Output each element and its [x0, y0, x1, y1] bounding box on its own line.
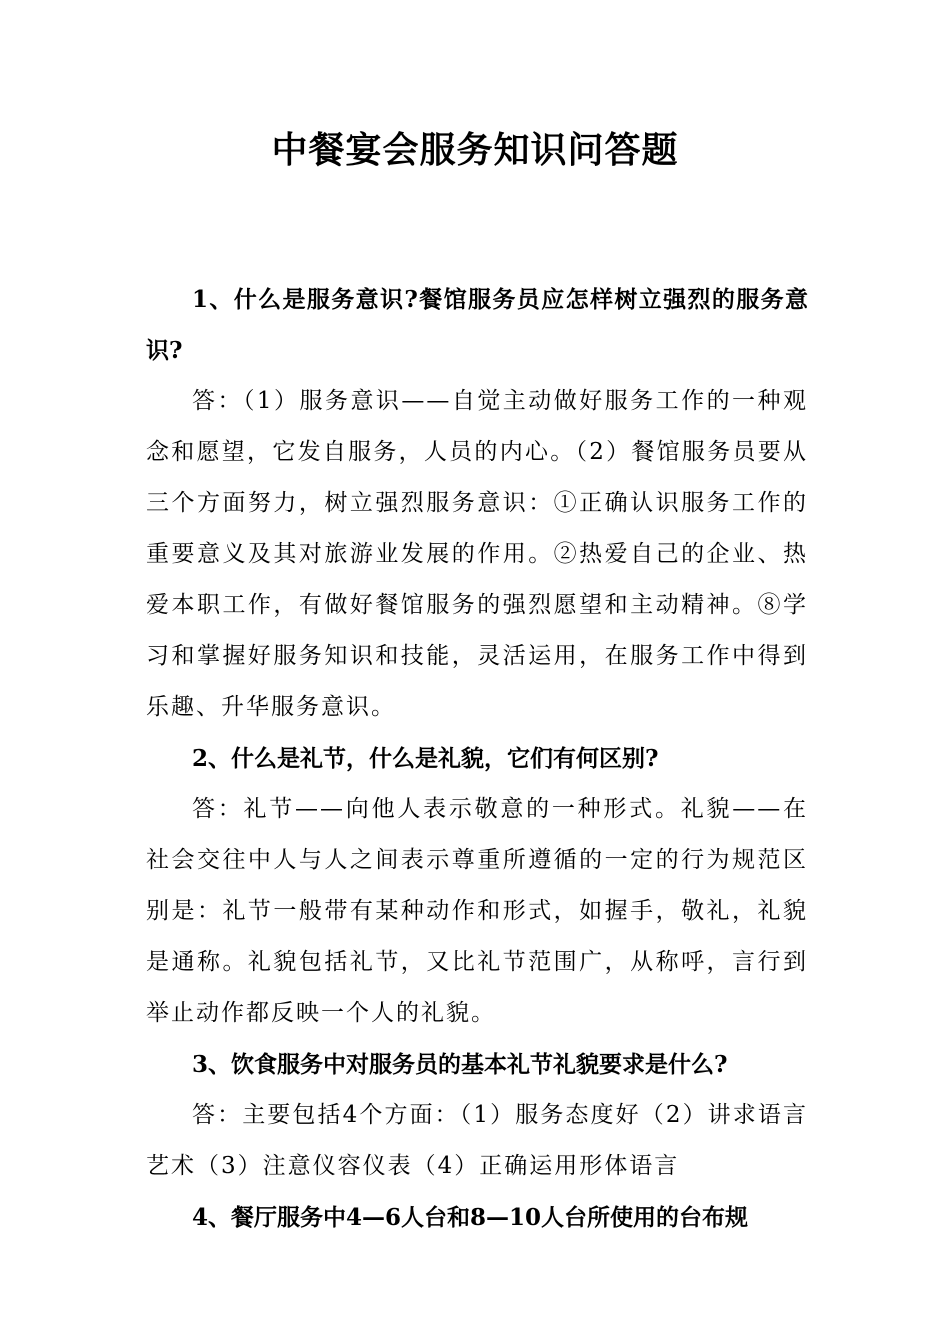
answer-3: 答：主要包括4个方面：（1）服务态度好（2）讲求语言艺术（3）注意仪容仪表（4）正确运用形体语言 [146, 1102, 808, 1179]
question-1: 1、什么是服务意识?餐馆服务员应怎样树立强烈的服务意识? [146, 286, 808, 364]
answer-2: 答：礼节——向他人表示敬意的一种形式。礼貌——在社会交往中人与人之间表示尊重所遵循的一定的行为规范区别是：礼节一般带有某种动作和形式，如握手，敬礼，礼貌是通称。礼貌包括礼节，又比礼节范围广，从称呼，言行到举止动作都反映一个人的礼貌。 [146, 796, 808, 1026]
question-3: 3、饮食服务中对服务员的基本礼节礼貌要求是什么? [192, 1051, 728, 1078]
qa-content [146, 274, 808, 1243]
page-title: 中餐宴会服务知识问答题 [271, 129, 679, 171]
answer-1: 答：（1）服务意识——自觉主动做好服务工作的一种观念和愿望，它发自服务，人员的内心。（2）餐馆服务员要从三个方面努力，树立强烈服务意识：①正确认识服务工作的重要意义及其对旅游业发展的作用。②热爱自己的企业、热爱本职工作，有做好餐馆服务的强烈愿望和主动精神。⑧学习和掌握好服务知识和技能，灵活运用，在服务工作中得到乐趣、升华服务意识。 [146, 388, 808, 720]
question-4: 4、餐厅服务中4—6人台和8—10人台所使用的台布规 [192, 1204, 749, 1231]
question-2: 2、什么是礼节，什么是礼貌，它们有何区别? [192, 745, 659, 772]
